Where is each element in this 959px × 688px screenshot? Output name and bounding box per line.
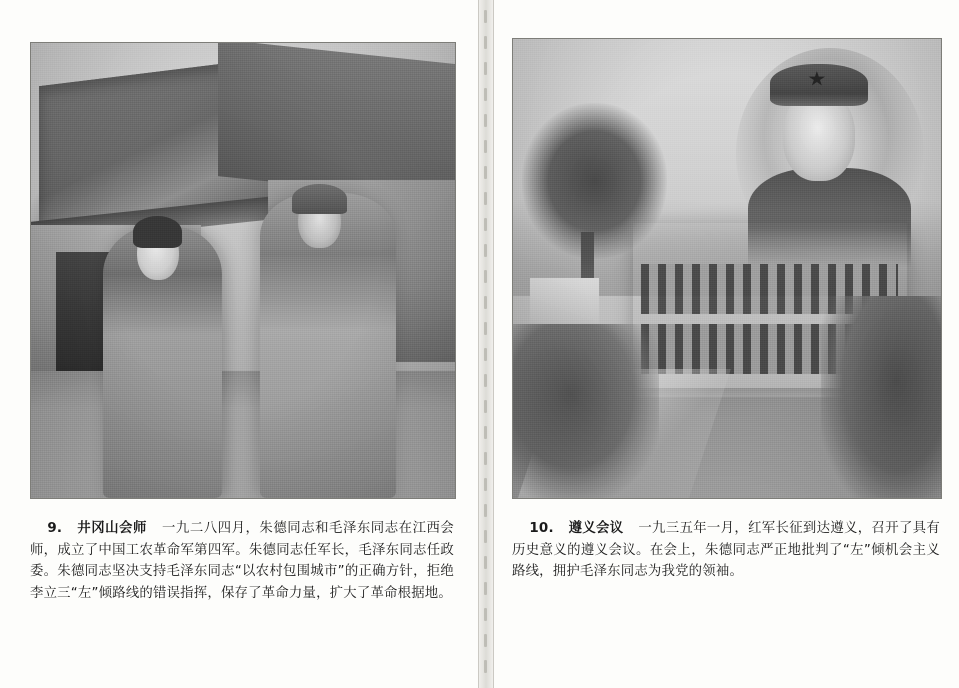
right-page — [494, 0, 959, 688]
caption-text: 一九二八四月，朱德同志和毛泽东同志在江西会师，成立了中国工农革命军第四军。朱德同志任军长，毛泽东同志任政委。朱德同志坚决支持毛泽东同志“以农村包围城市”的正确方针，拒绝李立三“左”倾路线的错误指挥，保存了革命力量，扩大了革命根据地。 — [30, 521, 455, 601]
caption-title: 井冈山会师 — [76, 521, 147, 536]
caption-number: 10. — [529, 521, 554, 536]
vignette-layer — [31, 43, 455, 498]
illustration-artwork-left — [31, 43, 455, 498]
illustration-artwork-right — [513, 39, 941, 498]
caption-title: 遵义会议 — [568, 521, 624, 536]
caption-number: 9. — [47, 521, 63, 536]
vignette-layer — [513, 39, 941, 498]
book-gutter — [478, 0, 494, 688]
caption-text: 一九三五年一月，红军长征到达遵义，召开了具有历史意义的遵义会议。在会上，朱德同志严正地批判了“左”倾机会主义路线，拥护毛泽东同志为我党的领袖。 — [512, 521, 940, 579]
caption-right — [512, 518, 940, 583]
caption-left — [30, 518, 454, 604]
jinggangshan-meeting-illustration — [30, 42, 456, 499]
zunyi-conference-illustration — [512, 38, 942, 499]
left-page — [0, 0, 478, 688]
